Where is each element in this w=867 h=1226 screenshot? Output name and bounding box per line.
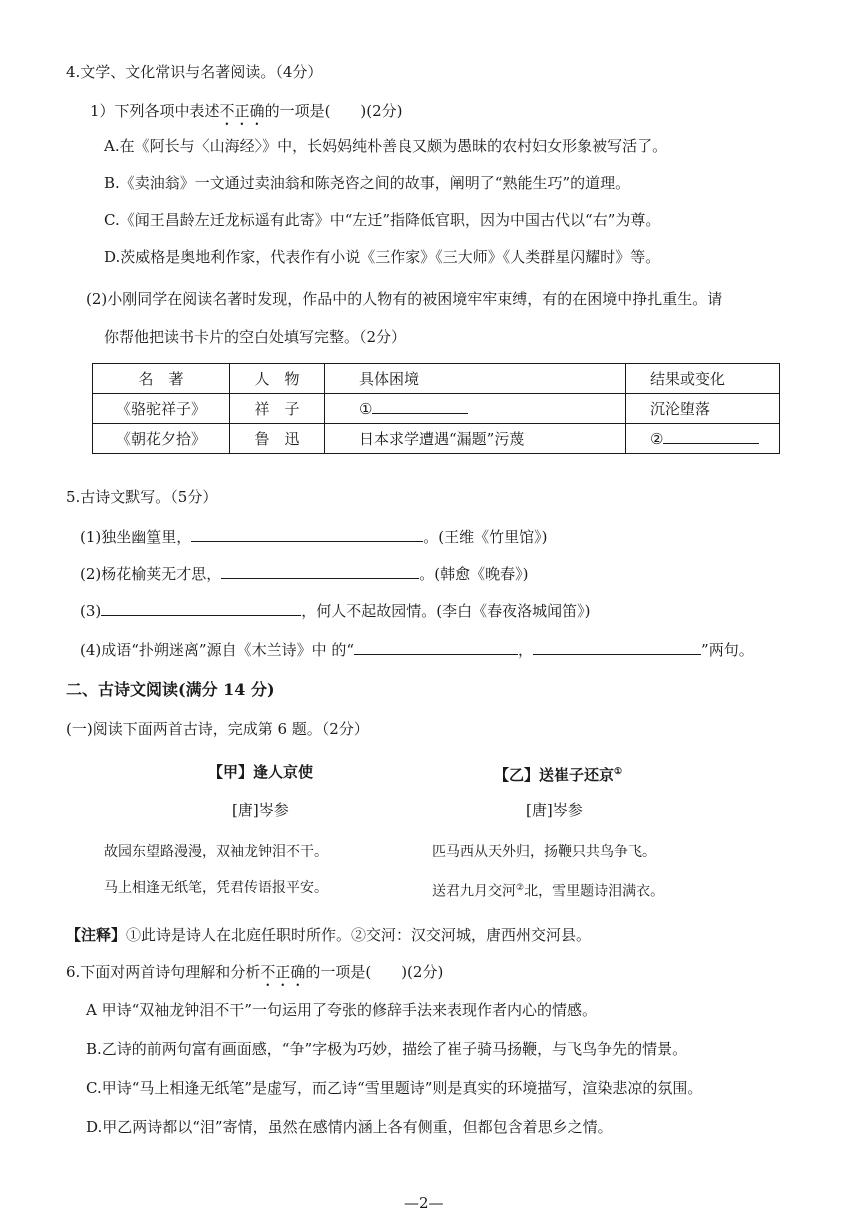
poem-jia-author: [唐]岑参 bbox=[232, 801, 289, 819]
q4-sub1-stem: 1）下列各项中表述不正确的一项是( )(2分) bbox=[90, 102, 403, 120]
q6-option-b: B.乙诗的前两句富有画面感，“争”字极为巧妙，描绘了崔子骑马扬鞭，与飞鸟争先的情景。 bbox=[86, 1040, 688, 1058]
poem-yi-author: [唐]岑参 bbox=[526, 801, 583, 819]
poem-yi-line-note-mark: ② bbox=[516, 883, 525, 893]
q5-item-4: (4)成语“扑朔迷离”源自《木兰诗》中 的“ ， ”两句。 bbox=[80, 641, 754, 659]
table-cell: 《朝花夕拾》 bbox=[93, 424, 230, 454]
q4-option-a: A.在《阿长与〈山海经〉》中，长妈妈纯朴善良又颇为愚昧的农村妇女形象被写活了。 bbox=[104, 137, 668, 155]
table-row bbox=[93, 394, 780, 424]
q4-option-c: C.《闻王昌龄左迁龙标遥有此寄》中“左迁”指降低官职，因为中国古代以“右”为尊。 bbox=[104, 211, 661, 229]
q4-option-d: D.茨威格是奥地利作家，代表作有小说《三作家》《三大师》《人类群星闪耀时》等。 bbox=[104, 248, 661, 266]
q6-option-c: C.甲诗“马上相逢无纸笔”是虚写，而乙诗“雪里题诗”则是真实的环境描写，渲染悲凉的氛围。 bbox=[86, 1079, 703, 1097]
section-2-title: 二、古诗文阅读(满分 14 分) bbox=[66, 680, 275, 699]
table-cell: 日本求学遭遇“漏题”污蔑 bbox=[325, 424, 626, 454]
q4-sub2-line2: 你帮他把读书卡片的空白处填写完整。（2分） bbox=[104, 328, 407, 346]
table-row bbox=[93, 424, 780, 454]
answer-blank[interactable] bbox=[191, 527, 423, 542]
q5-item-3: (3) ，何人不起故园情。(李白《春夜洛城闻笛》) bbox=[80, 602, 591, 620]
poem-yi-title: 【乙】送崔子还京① bbox=[494, 766, 623, 784]
poem-yi-line-1: 匹马西从天外归，扬鞭只共鸟争飞。 bbox=[432, 844, 656, 860]
poem-jia-line-1: 故园东望路漫漫，双袖龙钟泪不干。 bbox=[104, 844, 328, 860]
poem-yi-note-mark: ① bbox=[614, 767, 623, 777]
q6-emphasis: 不正确 bbox=[260, 963, 306, 981]
table-header-cell: 人 物 bbox=[230, 364, 325, 394]
q4-sub2-line1: (2)小刚同学在阅读名著时发现，作品中的人物有的被困境牢牢束缚，有的在困境中挣扎重生。请 bbox=[86, 290, 723, 308]
section-2-part-1: (一)阅读下面两首古诗，完成第 6 题。（2分） bbox=[66, 720, 369, 738]
answer-blank[interactable] bbox=[221, 564, 419, 579]
poem-yi-line-2: 送君九月交河②北，雪里题诗泪满衣。 bbox=[432, 883, 665, 900]
poem-jia-line-2: 马上相逢无纸笔，凭君传语报平安。 bbox=[104, 880, 328, 896]
table-header-row bbox=[93, 364, 780, 394]
q6-option-a: A 甲诗“双袖龙钟泪不干”一句运用了夸张的修辞手法来表现作者内心的情感。 bbox=[86, 1001, 597, 1019]
annotation: 【注释】①此诗是诗人在北庭任职时所作。②交河：汉交河城，唐西州交河县。 bbox=[66, 926, 592, 944]
table-cell: 鲁 迅 bbox=[230, 424, 325, 454]
q6-stem: 6.下面对两首诗句理解和分析不正确的一项是( )(2分) bbox=[66, 963, 444, 981]
table-cell: 《骆驼祥子》 bbox=[93, 394, 230, 424]
q4-sub1-emphasis: 不正确 bbox=[219, 102, 265, 120]
poem-jia-title: 【甲】逢人京使 bbox=[208, 763, 314, 781]
q4-title: 4.文学、文化常识与名著阅读。（4分） bbox=[66, 63, 323, 81]
answer-blank[interactable] bbox=[101, 601, 301, 616]
table-header-cell: 名 著 bbox=[93, 364, 230, 394]
q5-title: 5.古诗文默写。（5分） bbox=[66, 488, 218, 506]
table-cell: 沉沦堕落 bbox=[626, 394, 780, 424]
answer-blank[interactable] bbox=[354, 640, 518, 655]
q5-item-2: (2)杨花榆荚无才思， 。(韩愈《晚春》) bbox=[80, 565, 529, 583]
table-header-cell: 具体困境 bbox=[325, 364, 626, 394]
table-cell-answer-1[interactable]: ① bbox=[325, 394, 626, 424]
annotation-label: 【注释】 bbox=[66, 926, 127, 944]
answer-blank[interactable] bbox=[533, 640, 701, 655]
table-header-cell: 结果或变化 bbox=[626, 364, 780, 394]
q4-option-b: B.《卖油翁》一文通过卖油翁和陈尧咨之间的故事，阐明了“熟能生巧”的道理。 bbox=[104, 174, 631, 192]
q5-item-1: (1)独坐幽篁里， 。(王维《竹里馆》) bbox=[80, 528, 548, 546]
page-number: —2— bbox=[404, 1194, 444, 1212]
q6-option-d: D.甲乙两诗都以“泪”寄情，虽然在感情内涵上各有侧重，但都包含着思乡之情。 bbox=[86, 1118, 613, 1136]
table-cell: 祥 子 bbox=[230, 394, 325, 424]
reading-card-table bbox=[92, 363, 780, 454]
table-cell-answer-2[interactable]: ② bbox=[626, 424, 780, 454]
